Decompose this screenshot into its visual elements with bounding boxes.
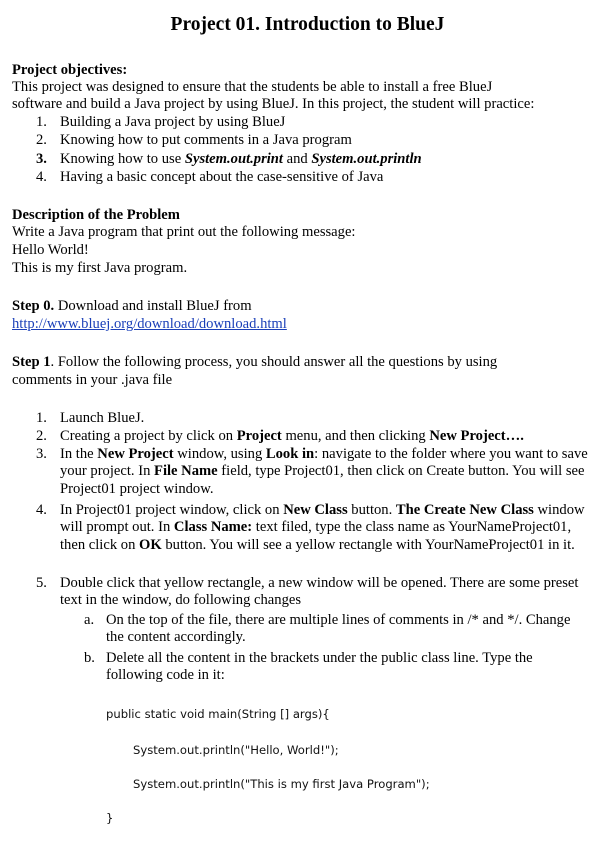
- step-number: 4.: [36, 502, 47, 518]
- objectives-para-line2: software and build a Java project by using BlueJ. In this project, the student will practice:: [12, 96, 535, 112]
- objective-item: Having a basic concept about the case-sensitive of Java: [60, 169, 384, 185]
- page-title: Project 01. Introduction to BlueJ: [170, 14, 445, 35]
- step-item: Double click that yellow rectangle, a new window will be opened. There are some preset text in the window, do following changes: [60, 575, 579, 609]
- code-line: public static void main(String [] args){: [106, 707, 330, 721]
- objective-number: 3.: [36, 151, 47, 167]
- objective-item: Knowing how to put comments in a Java program: [60, 132, 352, 148]
- step-number: 2.: [36, 428, 47, 444]
- step-number: 1.: [36, 410, 47, 426]
- step-item: In Project01 project window, click on New Class button. The Create New Class window will prompt out. In Class Name: text filed, type the class name as YourNameProject01, then click on OK button. You will see a yellow rectangle with YourNameProject01 in it.: [60, 502, 585, 553]
- substep-item: Delete all the content in the brackets under the public class line. Type the following code in it:: [106, 650, 533, 684]
- step-item: Creating a project by click on Project menu, and then clicking New Project….: [60, 428, 524, 444]
- substep-letter: b.: [84, 650, 95, 666]
- code-closing-brace: }: [106, 811, 114, 825]
- step-number: 3.: [36, 446, 47, 462]
- step0-label: Step 0.: [12, 298, 55, 314]
- substep-letter: a.: [84, 612, 95, 628]
- step-item: Launch BlueJ.: [60, 410, 145, 426]
- objective-item: Building a Java project by using BlueJ: [60, 114, 286, 130]
- objectives-heading: Project objectives:: [12, 62, 128, 78]
- substep-item: On the top of the file, there are multiple lines of comments in /* and */. Change the content accordingly.: [106, 612, 571, 646]
- description-line: This is my first Java program.: [12, 260, 188, 276]
- objective-number: 1.: [36, 114, 47, 130]
- description-heading: Description of the Problem: [12, 207, 180, 223]
- step-item: In the New Project window, using Look in: navigate to the folder where you want to save your project. In File Name field, type Project01, then click on Create button. You will see Project01 project window.: [60, 446, 588, 497]
- step-number: 5.: [36, 575, 47, 591]
- code-term: System.out.print: [184, 151, 283, 167]
- objective-item: Knowing how to use System.out.print and System.out.println: [60, 151, 422, 167]
- objectives-para-line1: This project was designed to ensure that the students be able to install a free BlueJ: [12, 79, 493, 95]
- objective-number: 2.: [36, 132, 47, 148]
- description-line: Hello World!: [12, 242, 89, 258]
- code-term: System.out.println: [311, 151, 422, 167]
- code-line: System.out.println("Hello, World!");: [133, 743, 339, 757]
- objective-number: 4.: [36, 169, 47, 185]
- download-link-line: [12, 316, 287, 333]
- step0-line: Step 0. Download and install BlueJ from: [12, 298, 252, 314]
- step1-label: Step 1: [12, 354, 51, 370]
- code-line: System.out.println("This is my first Java Program");: [133, 777, 430, 791]
- step1-line2: comments in your .java file: [12, 372, 173, 388]
- download-link[interactable]: http://www.bluej.org/download/download.html: [12, 316, 287, 332]
- description-line: Write a Java program that print out the following message:: [12, 224, 356, 240]
- step1-line: Step 1. Follow the following process, you should answer all the questions by using: [12, 354, 498, 370]
